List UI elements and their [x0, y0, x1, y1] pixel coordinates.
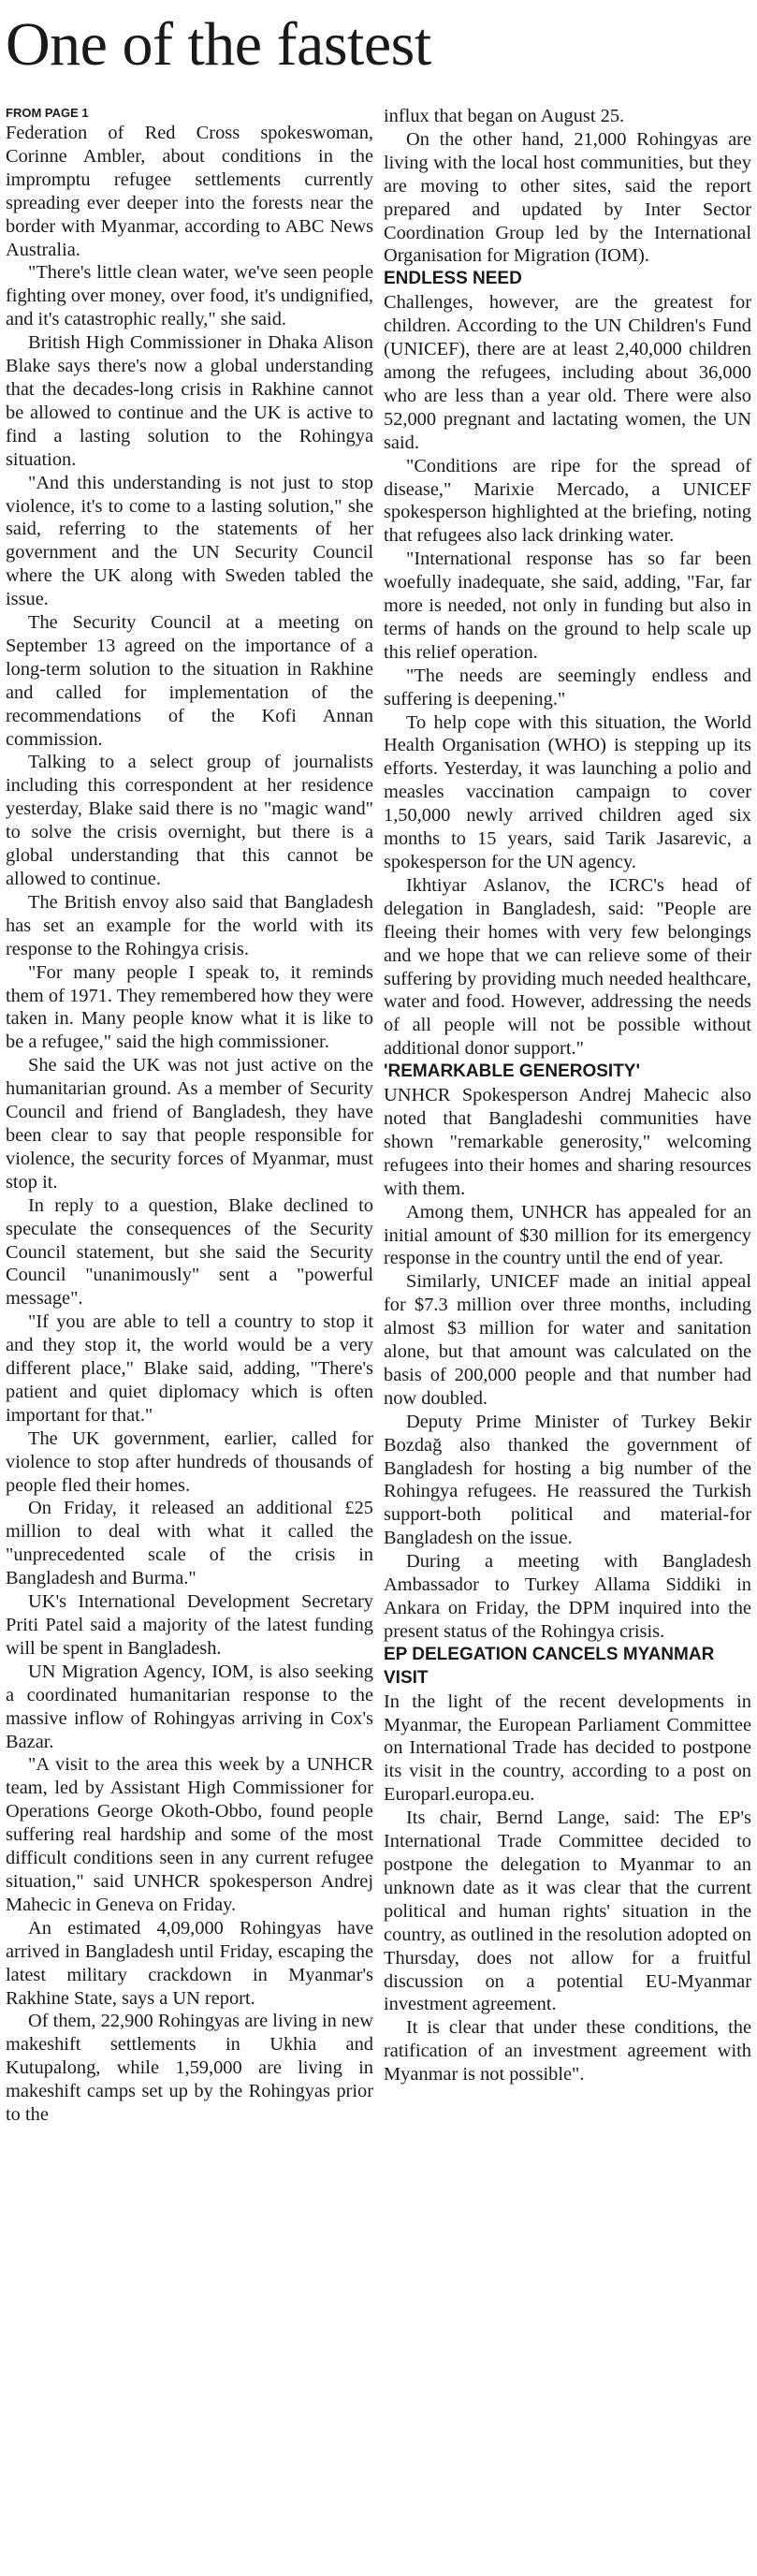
dateline: FROM PAGE 1 [6, 106, 89, 120]
right-column [384, 105, 751, 2127]
left-column [6, 105, 373, 2127]
paragraph: On the other hand, 21,000 Rohingyas are living with the local host communities, but they are moving to other sites, said the report prepared and updated by Inter Sector Coordination Group led by the International Organisation for Migration (IOM). [384, 128, 751, 267]
paragraph: "There's little clean water, we've seen people fighting over money, over food, it's undignified, and it's catastrophic really," she said. [6, 262, 373, 330]
paragraph: "If you are able to tell a country to stop it and they stop it, the world would be a very different place," Blake said, adding, "There's patient and quiet diplomacy which is often important for that." [6, 1311, 373, 1426]
paragraph: "International response has so far been woefully inadequate, she said, adding, "Far, far more is needed, not only in funding but also in terms of hands on the ground to help scale up this relief operation. [384, 549, 751, 663]
paragraph: It is clear that under these conditions, the ratification of an investment agreement with Myanmar is not possible". [384, 2017, 751, 2086]
paragraph: "A visit to the area this week by a UNHCR team, led by Assistant High Commissioner for Operations George Okoth-Obbo, found people suffering real hardship and some of the most difficult conditions seen in any current refugee situation," said UNHCR spokesperson Andrej Mahecic in Geneva on Friday. [6, 1754, 373, 1915]
headline: One of the fastest [6, 10, 431, 79]
paragraph: In the light of the recent developments in Myanmar, the European Parliament Committee on International Trade has decided to postpone its visit in the country, according to a post on Europarl.europa.eu. [384, 1690, 751, 1806]
paragraph: British High Commissioner in Dhaka Alison Blake says there's now a global understanding that the decades-long crisis in Rakhine cannot be allowed to continue and the UK is active to find a lasting solution to the Rohingya situation. [6, 332, 373, 470]
subhead-remarkable-generosity: 'REMARKABLE GENEROSITY' [384, 1061, 640, 1082]
paragraph: UNHCR Spokesperson Andrej Mahecic also noted that Bangladeshi communities have shown "remarkable generosity," welcoming refugees into their homes and sharing resources with them. [384, 1085, 751, 1199]
paragraph: "The needs are seemingly endless and suffering is deepening." [384, 665, 751, 710]
paragraph: Similarly, UNICEF made an initial appeal for $7.3 million over three months, including almost $3 million for water and sanitation alone, but that amount was calculated on the basis of 200,000 people and that number had now doubled. [384, 1271, 751, 1409]
paragraph: Talking to a select group of journalists including this correspondent at her residence yesterday, Blake said there is no "magic wand" to solve the crisis overnight, but there is a global understanding that this cannot be allowed to continue. [6, 752, 373, 889]
paragraph: The British envoy also said that Bangladesh has set an example for the world with its response to the Rohingya crisis. [6, 891, 373, 959]
paragraph: The Security Council at a meeting on September 13 agreed on the importance of a long-term solution to the situation in Rakhine and called for implementation of the recommendations of the Kofi Annan commission. [6, 612, 373, 750]
paragraph: Among them, UNHCR has appealed for an initial amount of $30 million for its emergency response in the country until the end of year. [384, 1201, 751, 1269]
paragraph: During a meeting with Bangladesh Ambassador to Turkey Allama Siddiki in Ankara on Friday, the DPM inquired into the present status of the Rohingya crisis. [384, 1551, 751, 1642]
paragraph: An estimated 4,09,000 Rohingyas have arrived in Bangladesh until Friday, escaping the latest military crackdown in Myanmar's Rakhine State, says a UN report. [6, 1917, 373, 2009]
paragraph: The UK government, earlier, called for violence to stop after hundreds of thousands of people fled their homes. [6, 1427, 373, 1496]
paragraph: She said the UK was not just active on the humanitarian ground. As a member of Security Council and friend of Bangladesh, they have been clear to say that people responsible for violence, the security forces of Myanmar, must stop it. [6, 1055, 373, 1193]
paragraph: Deputy Prime Minister of Turkey Bekir Bozdağ also thanked the government of Bangladesh for hosting a big number of the Rohingya refugees. He reassured the Turkish support-both political and material-for Bangladesh on the issue. [384, 1411, 751, 1549]
paragraph: Federation of Red Cross spokeswoman, Corinne Ambler, about conditions in the impromptu refugee settlements currently spreading ever deeper into the forests near the border with Myanmar, according to ABC News Australia. [6, 123, 373, 260]
paragraph: To help cope with this situation, the World Health Organisation (WHO) is stepping up its efforts. Yesterday, it was launching a polio and measles vaccination campaign to cover 1,50,000 newly arrived children aged six months to 15 years, said Tarik Jasarevic, a spokesperson for the UN agency. [384, 711, 751, 872]
paragraph: "And this understanding is not just to stop violence, it's to come to a lasting solution," she said, referring to the statements of her government and the UN Security Council where the UK along with Sweden tabled the issue. [6, 472, 373, 610]
paragraph: Challenges, however, are the greatest for children. According to the UN Children's Fund (UNICEF), there are at least 2,40,000 children among the refugees, including about 36,000 who are less than a year old. There were also 52,000 pregnant and lactating women, the UN said. [384, 292, 751, 453]
paragraph: UK's International Development Secretary Priti Patel said a majority of the latest funding will be spent in Bangladesh. [6, 1591, 373, 1659]
subhead-ep-delegation: EP DELEGATION CANCELS MYANMAR VISIT [384, 1644, 715, 1688]
paragraph: Of them, 22,900 Rohingyas are living in new makeshift settlements in Ukhia and Kutupalong, while 1,59,000 are living in makeshift camps set up by the Rohingyas prior to the [6, 2011, 373, 2126]
article-columns [6, 105, 751, 2127]
paragraph: "For many people I speak to, it reminds them of 1971. They remembered how they were taken in. Many people know what it is like to be a refugee," said the high commissioner. [6, 961, 373, 1053]
paragraph: UN Migration Agency, IOM, is also seeking a coordinated humanitarian response to the massive inflow of Rohingyas arriving in Cox's Bazar. [6, 1661, 373, 1752]
paragraph: Its chair, Bernd Lange, said: The EP's International Trade Committee decided to postpone the delegation to Myanmar to an unknown date as it was clear that the current political and human rights' situation in the country, as outlined in the resolution adopted on Thursday, does not allow for a fruitful discussion on a potential EU-Myanmar investment agreement. [384, 1808, 751, 2015]
paragraph: In reply to a question, Blake declined to speculate the consequences of the Security Council statement, but she said the Security Council "unanimously" sent a "powerful message". [6, 1194, 373, 1310]
paragraph: On Friday, it released an additional £25 million to deal with what it called the "unprecedented scale of the crisis in Bangladesh and Burma." [6, 1498, 373, 1589]
paragraph: "Conditions are ripe for the spread of disease," Marixie Mercado, a UNICEF spokesperson highlighted at the briefing, noting that refugees also lack drinking water. [384, 455, 751, 547]
subhead-endless-need: ENDLESS NEED [384, 269, 522, 289]
paragraph: Ikhtiyar Aslanov, the ICRC's head of delegation in Bangladesh, said: "People are fleeing their homes with very few belongings and we hope that we can relieve some of their suffering by providing much needed healthcare, water and food. However, addressing the needs of all people will not be possible without additional donor support." [384, 874, 751, 1060]
paragraph: influx that began on August 25. [384, 106, 625, 126]
